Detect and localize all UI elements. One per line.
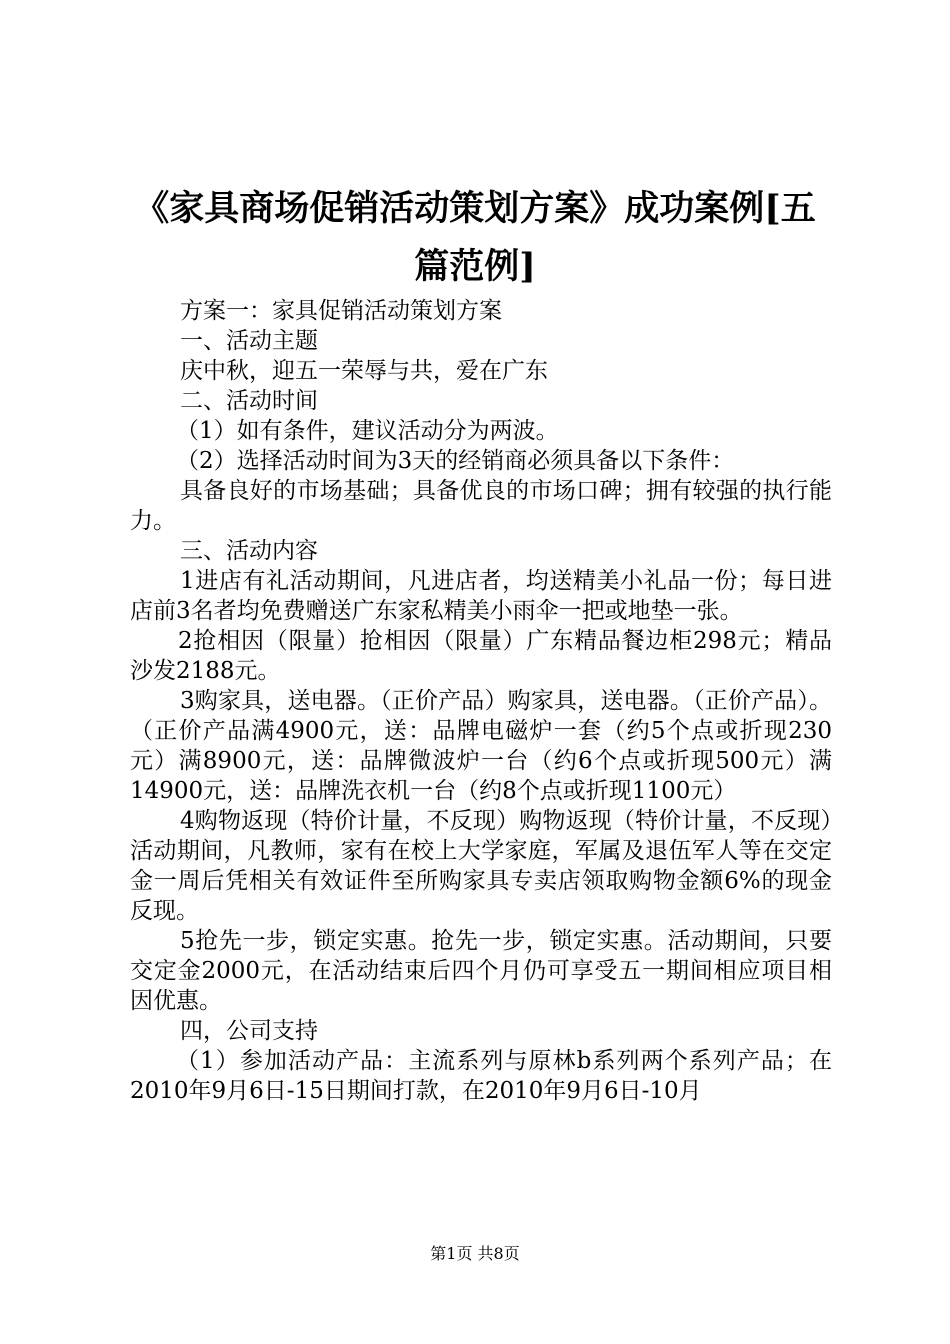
document-body xyxy=(130,296,832,1106)
paragraph-content-2: 2抢相因（限量）抢相因（限量）广东精品餐边柜298元；精品沙发2188元。 xyxy=(130,628,832,684)
section-heading-content: 三、活动内容 xyxy=(180,538,318,564)
document-title: 《家具商场促销活动策划方案》成功案例[五篇范例] xyxy=(134,188,816,287)
paragraph-content-1: 1进店有礼活动期间，凡进店者，均送精美小礼品一份；每日进店前3名者均免费赠送广东家私精美小雨伞一把或地垫一张。 xyxy=(130,568,832,624)
paragraph-plan-one: 方案一：家具促销活动策划方案 xyxy=(180,298,502,324)
paragraph-time-2: （2）选择活动时间为3天的经销商必须具备以下条件： xyxy=(176,448,735,474)
section-heading-support: 四，公司支持 xyxy=(180,1018,318,1044)
paragraph-conditions: 具备良好的市场基础；具备优良的市场口碑；拥有较强的执行能力。 xyxy=(130,478,832,534)
paragraph-theme: 庆中秋，迎五一荣辱与共，爱在广东 xyxy=(180,358,548,384)
paragraph-content-5: 5抢先一步，锁定实惠。抢先一步，锁定实惠。活动期间，只要交定金2000元，在活动结束后四个月仍可享受五一期间相应项目相因优惠。 xyxy=(130,928,832,1014)
section-heading-time: 二、活动时间 xyxy=(180,388,318,414)
section-heading-theme: 一、活动主题 xyxy=(180,328,318,354)
paragraph-content-3: 3购家具，送电器。（正价产品）购家具，送电器。（正价产品）。（正价产品满4900元，送：品牌电磁炉一套（约5个点或折现230元）满8900元，送：品牌微波炉一台（约6个点或折现500元）满14900元，送：品牌洗衣机一台（约8个点或折现1100元） xyxy=(130,688,832,804)
paragraph-time-1: （1）如有条件，建议活动分为两波。 xyxy=(176,418,559,444)
paragraph-support-1: （1）参加活动产品：主流系列与原林b系列两个系列产品；在2010年9月6日-15日期间打款，在2010年9月6日-10月 xyxy=(130,1048,832,1104)
paragraph-content-4: 4购物返现（特价计量，不反现）购物返现（特价计量，不反现）活动期间，凡教师，家有在校上大学家庭，军属及退伍军人等在交定金一周后凭相关有效证件至所购家具专卖店领取购物金额6%的现金反现。 xyxy=(130,808,832,924)
page-footer: 第1页 共8页 xyxy=(430,1244,520,1263)
